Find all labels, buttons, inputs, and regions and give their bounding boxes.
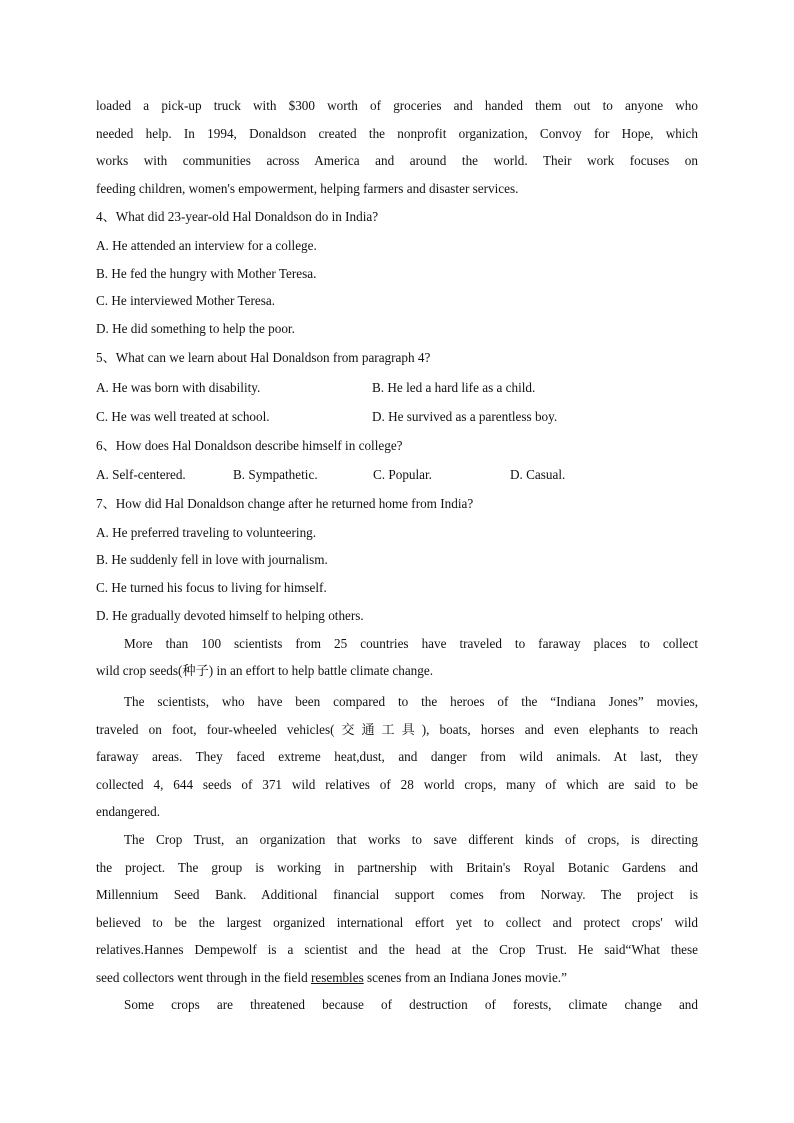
question-text: 6、How does Hal Donaldson describe himself in college? — [96, 437, 403, 453]
options-row — [96, 402, 698, 431]
question-text: 5、What can we learn about Hal Donaldson from paragraph 4? — [96, 350, 431, 366]
options-row — [96, 373, 698, 402]
underlined-word: resembles — [310, 969, 364, 985]
text-line: faraway areas. They faced extreme heat,dust, and danger from wild animals. At last, they — [96, 749, 698, 765]
option-b: B. He led a hard life as a child. — [372, 379, 536, 395]
text-line: The scientists, who have been compared to the heroes of the “Indiana Jones” movies, — [124, 693, 698, 709]
passage-continuation — [96, 92, 698, 202]
option-d: D. He survived as a parentless boy. — [372, 408, 558, 424]
text-line: the project. The group is working in partnership with Britain's Royal Botanic Gardens and — [96, 859, 698, 875]
passage-crop-seeds — [96, 630, 698, 1019]
option-a: A. He attended an interview for a college. — [96, 237, 317, 253]
text-line: believed to be the largest organized international effort yet to collect and protect crops' wild — [96, 914, 698, 930]
option-a: A. He was born with disability. — [96, 379, 261, 395]
text-line: Some crops are threatened because of destruction of forests, climate change and — [124, 997, 698, 1013]
text-line: works with communities across America and around the world. Their work focuses on — [96, 153, 698, 169]
text-line: wild crop seeds(种子) in an effort to help battle climate change. — [96, 663, 434, 679]
option-a: A. He preferred traveling to volunteering. — [96, 524, 317, 540]
document-page — [96, 92, 698, 1019]
text-line: traveled on foot, four-wheeled vehicles(交通工具), boats, horses and even elephants to reach — [96, 721, 698, 737]
text-line: loaded a pick-up truck with $300 worth of groceries and handed them out to anyone who — [96, 98, 698, 113]
option-d: D. Casual. — [510, 467, 566, 483]
question-5 — [96, 343, 698, 431]
option-c: C. He turned his focus to living for himself. — [96, 580, 327, 596]
option-c: C. Popular. — [373, 467, 432, 483]
option-b: B. He suddenly fell in love with journalism. — [96, 552, 328, 568]
option-d: D. He did something to help the poor. — [96, 321, 295, 337]
question-4 — [96, 202, 698, 343]
question-7 — [96, 489, 698, 630]
option-a: A. Self-centered. — [96, 467, 186, 483]
text-line: needed help. In 1994, Donaldson created the nonprofit organization, Convoy for Hope, which — [96, 125, 698, 141]
text-line: feeding children, women's empowerment, helping farmers and disaster services. — [96, 180, 519, 196]
text-line: The Crop Trust, an organization that works to save different kinds of crops, is directing — [124, 831, 698, 847]
option-b: B. Sympathetic. — [233, 467, 318, 483]
question-text: 4、What did 23-year-old Hal Donaldson do in India? — [96, 209, 379, 225]
text-segment: seed collectors went through in the field — [96, 969, 311, 985]
text-line — [96, 964, 698, 992]
option-d: D. He gradually devoted himself to helping others. — [96, 607, 364, 623]
question-text: 7、How did Hal Donaldson change after he returned home from India? — [96, 496, 474, 512]
text-line: More than 100 scientists from 25 countries have traveled to faraway places to collect — [124, 635, 698, 651]
option-c: C. He was well treated at school. — [96, 408, 270, 424]
options-row — [96, 460, 698, 489]
option-c: C. He interviewed Mother Teresa. — [96, 293, 276, 309]
text-line: endangered. — [96, 804, 161, 820]
text-line: collected 4, 644 seeds of 371 wild relatives of 28 world crops, many of which are said to be — [96, 776, 698, 792]
text-line: relatives.Hannes Dempewolf is a scientist and the head at the Crop Trust. He said“What these — [96, 942, 698, 958]
question-6 — [96, 431, 698, 490]
option-b: B. He fed the hungry with Mother Teresa. — [96, 265, 317, 281]
text-segment: scenes from an Indiana Jones movie.” — [363, 969, 567, 985]
text-line: Millennium Seed Bank. Additional financial support comes from Norway. The project is — [96, 887, 698, 903]
